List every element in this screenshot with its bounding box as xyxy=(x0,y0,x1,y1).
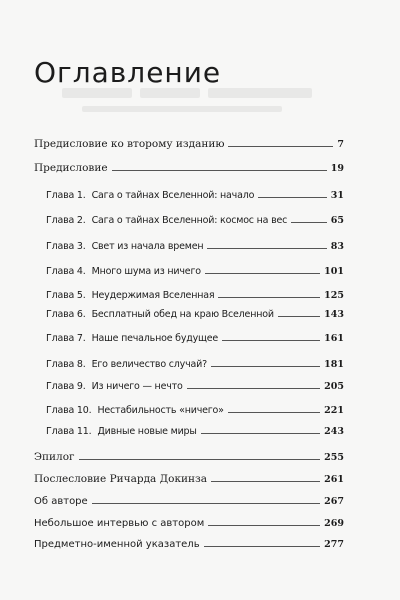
toc-page-number: 7 xyxy=(337,139,344,150)
toc-page-number: 143 xyxy=(324,309,344,320)
toc-entry-chapter-9[interactable] xyxy=(46,374,344,392)
chapter-title: Сага о тайнах Вселенной: начало xyxy=(91,190,255,201)
chapter-label: Глава 7. xyxy=(46,333,86,344)
chapter-label: Глава 2. xyxy=(46,215,86,226)
toc-page-number: 31 xyxy=(330,190,344,201)
chapter-title: Нестабильность «ничего» xyxy=(97,405,224,416)
bleed-through-text xyxy=(62,88,312,118)
chapter-label: Глава 3. xyxy=(46,241,86,252)
toc-entry-chapter-7[interactable] xyxy=(46,326,344,344)
dotted-leader xyxy=(218,297,320,298)
toc-page-number: 243 xyxy=(324,426,344,437)
toc-entry-chapter-8[interactable] xyxy=(46,352,344,370)
toc-entry-label: Предметно-именной указатель xyxy=(34,539,200,550)
dotted-leader xyxy=(187,388,321,389)
toc-entry-index[interactable] xyxy=(34,532,344,550)
chapter-title: Бесплатный обед на краю Вселенной xyxy=(91,309,274,320)
chapter-label: Глава 6. xyxy=(46,309,86,320)
dotted-leader xyxy=(211,481,320,482)
chapter-label: Глава 8. xyxy=(46,359,86,370)
chapter-label: Глава 11. xyxy=(46,426,92,437)
toc-entry-label: Предисловие ко второму изданию xyxy=(34,138,225,150)
dotted-leader xyxy=(92,503,320,504)
toc-entry-epilogue[interactable] xyxy=(34,445,344,463)
toc-entry-label: Об авторе xyxy=(34,496,88,507)
toc-entry-chapter-1[interactable] xyxy=(46,183,344,201)
chapter-label: Глава 1. xyxy=(46,190,86,201)
toc-entry-label: Эпилог xyxy=(34,451,75,463)
dotted-leader xyxy=(79,459,321,460)
chapter-title: Его величество случай? xyxy=(91,359,207,370)
chapter-title: Много шума из ничего xyxy=(91,266,201,277)
dotted-leader xyxy=(208,525,320,526)
toc-page-number: 181 xyxy=(324,359,344,370)
toc-page-number: 125 xyxy=(324,290,344,301)
toc-page-number: 221 xyxy=(324,405,344,416)
dotted-leader xyxy=(228,146,333,147)
toc-page-number: 255 xyxy=(324,452,344,463)
chapter-title: Сага о тайнах Вселенной: космос на вес xyxy=(91,215,288,226)
toc-page-number: 205 xyxy=(324,381,344,392)
toc-entry-chapter-10[interactable] xyxy=(46,398,344,416)
toc-page-number: 19 xyxy=(330,163,344,174)
dotted-leader xyxy=(211,366,320,367)
chapter-label: Глава 5. xyxy=(46,290,86,301)
toc-page-number: 161 xyxy=(324,333,344,344)
toc-entry-chapter-4[interactable] xyxy=(46,259,344,277)
toc-page-number: 269 xyxy=(324,518,344,529)
dotted-leader xyxy=(207,248,326,249)
toc-entry-preface-second-edition[interactable] xyxy=(34,132,344,150)
toc-entry-chapter-11[interactable] xyxy=(46,419,344,437)
dotted-leader xyxy=(205,273,320,274)
toc-entry-about-author[interactable] xyxy=(34,489,344,507)
page-title: Оглавление xyxy=(34,56,222,89)
dotted-leader xyxy=(201,433,320,434)
dotted-leader xyxy=(291,222,327,223)
toc-page-number: 83 xyxy=(330,241,344,252)
toc-entry-chapter-6[interactable] xyxy=(46,302,344,320)
toc-entry-label: Послесловие Ричарда Докинза xyxy=(34,473,208,485)
toc-entry-interview[interactable] xyxy=(34,511,344,529)
chapter-title: Неудержимая Вселенная xyxy=(91,290,215,301)
toc-entry-afterword[interactable] xyxy=(34,467,344,485)
dotted-leader xyxy=(278,316,320,317)
dotted-leader xyxy=(222,340,320,341)
chapter-label: Глава 10. xyxy=(46,405,92,416)
dotted-leader xyxy=(204,546,321,547)
toc-page-number: 101 xyxy=(324,266,344,277)
toc-entry-chapter-2[interactable] xyxy=(46,208,344,226)
toc-entry-chapter-5[interactable] xyxy=(46,283,344,301)
chapter-title: Дивные новые миры xyxy=(97,426,197,437)
toc-page-number: 277 xyxy=(324,539,344,550)
chapter-label: Глава 4. xyxy=(46,266,86,277)
dotted-leader xyxy=(258,197,327,198)
chapter-title: Из ничего — нечто xyxy=(91,381,183,392)
toc-entry-label: Небольшое интервью с автором xyxy=(34,518,205,529)
toc-entry-chapter-3[interactable] xyxy=(46,234,344,252)
toc-entry-preface[interactable] xyxy=(34,156,344,174)
dotted-leader xyxy=(112,170,327,171)
chapter-label: Глава 9. xyxy=(46,381,86,392)
chapter-title: Свет из начала времен xyxy=(91,241,204,252)
chapter-title: Наше печальное будущее xyxy=(91,333,219,344)
dotted-leader xyxy=(228,412,320,413)
toc-entry-label: Предисловие xyxy=(34,162,108,174)
toc-page-number: 261 xyxy=(324,474,344,485)
toc-page-number: 267 xyxy=(324,496,344,507)
toc-page-number: 65 xyxy=(330,215,344,226)
